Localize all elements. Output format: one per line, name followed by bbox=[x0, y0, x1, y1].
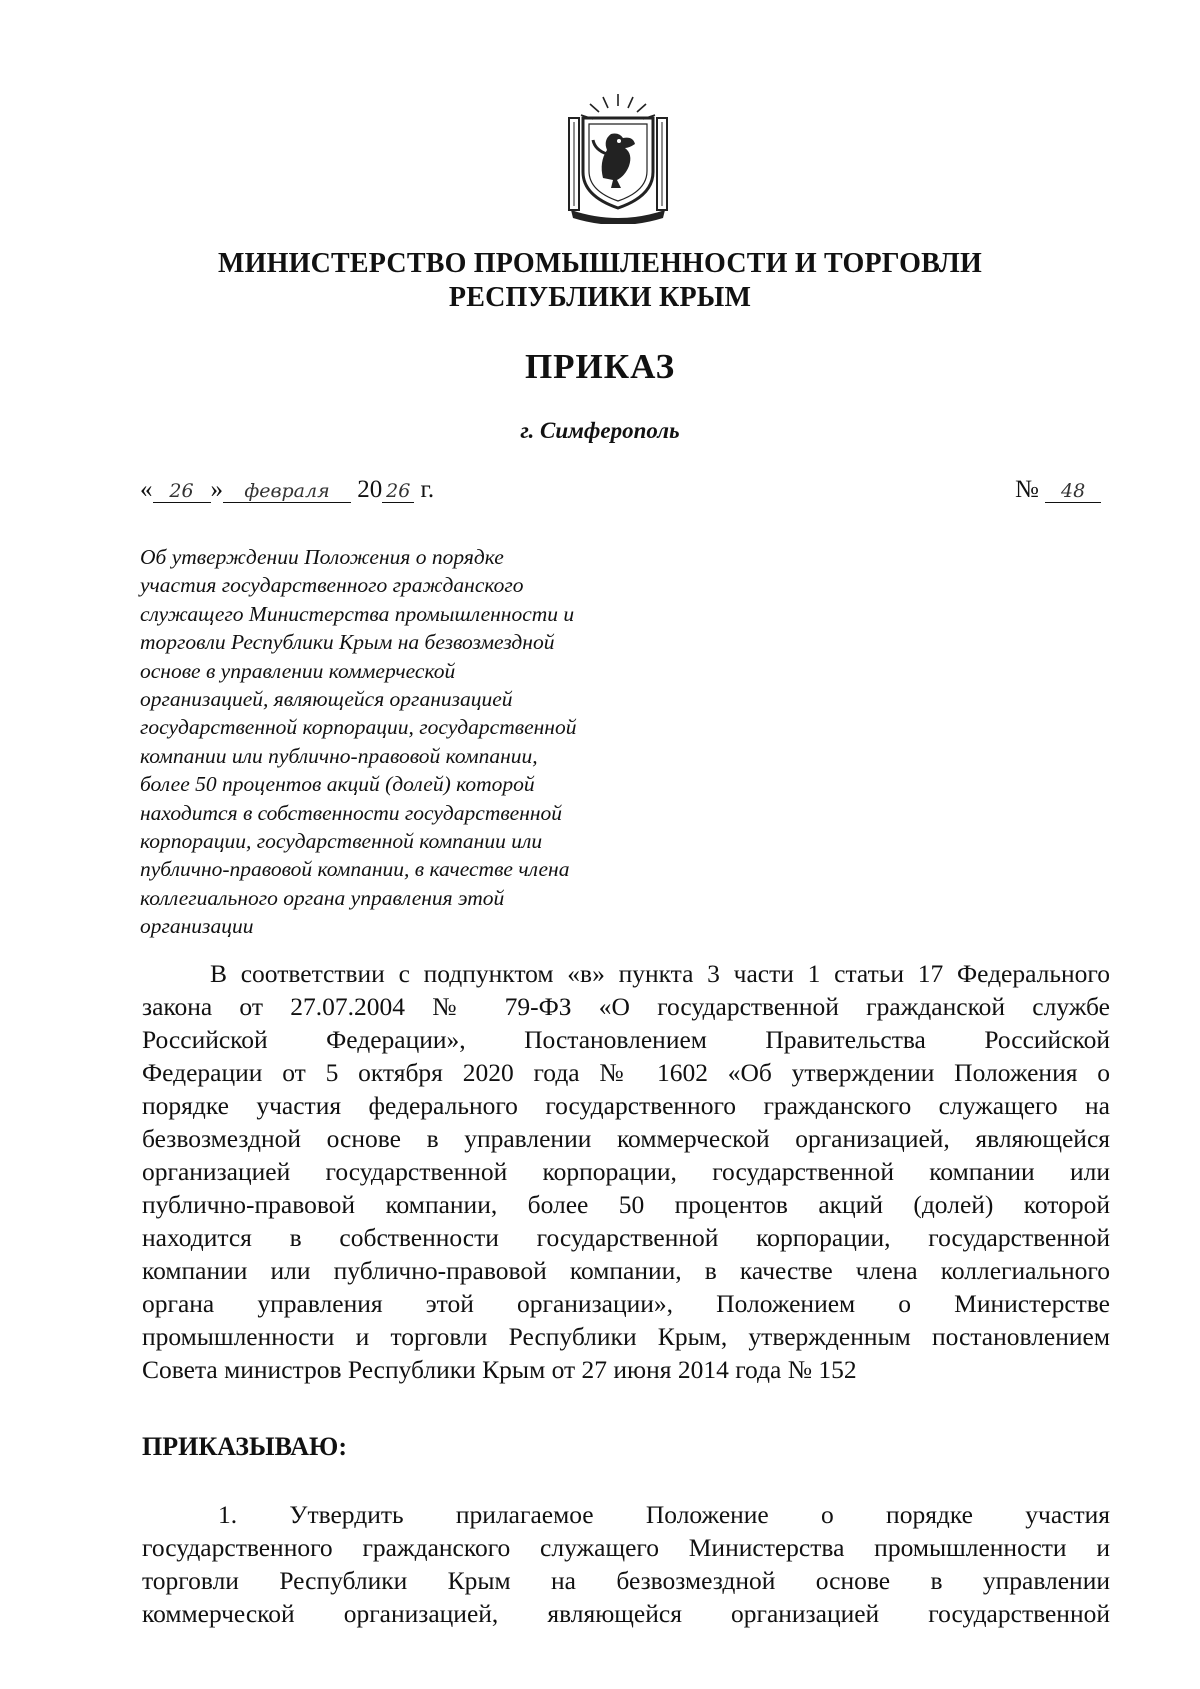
preamble-line: порядке участия федерального государственного гражданского служащего на bbox=[142, 1091, 1110, 1120]
preamble-line: безвозмездной основе в управлении коммерческой организацией, являющейся bbox=[142, 1124, 1110, 1153]
preamble-line: Совета министров Республики Крым от 27 июня 2014 года № 152 bbox=[142, 1355, 857, 1384]
order-number bbox=[1015, 476, 1101, 504]
preamble-line: Федерации от 5 октября 2020 года № 1602 «Об утверждении Положения о bbox=[142, 1058, 1110, 1087]
preamble-line: Российской Федерации», Постановлением Правительства Российской bbox=[142, 1025, 1110, 1054]
subject-line: участия государственного гражданского bbox=[140, 573, 524, 598]
subject-line: корпорации, государственной компании или bbox=[140, 829, 543, 854]
subject-line: торговли Республики Крым на безвозмездной bbox=[140, 630, 555, 655]
preamble-line: В соответствии с подпунктом «в» пункта 3 части 1 статьи 17 Федерального bbox=[210, 959, 1110, 988]
subject-line: находится в собственности государственной bbox=[140, 800, 563, 825]
subject-line: организацией, являющейся организацией bbox=[140, 687, 513, 712]
coat-of-arms-emblem bbox=[563, 92, 673, 224]
item-line: 1. Утвердить прилагаемое Положение о порядке участия bbox=[218, 1500, 1110, 1529]
preamble-line: организацией государственной корпорации, государственной компании или bbox=[142, 1157, 1110, 1186]
preamble-line: органа управления этой организации», Положением о Министерстве bbox=[142, 1289, 1110, 1318]
preamble-line: закона от 27.07.2004 № 79-ФЗ «О государственной гражданской службе bbox=[142, 992, 1110, 1021]
subject-line: государственной корпорации, государственной bbox=[140, 715, 577, 740]
subject-line: Об утверждении Положения о порядке bbox=[140, 545, 504, 569]
date-year-mark: г. bbox=[420, 476, 435, 503]
subject-line: компании или публично-правовой компании, bbox=[140, 743, 538, 768]
preamble-line: публично-правовой компании, более 50 процентов акций (долей) которой bbox=[142, 1190, 1110, 1219]
date-close-quote: » bbox=[210, 476, 223, 503]
date-open-quote: « bbox=[140, 476, 153, 503]
item-line: государственного гражданского служащего Министерства промышленности и bbox=[142, 1533, 1110, 1562]
subject-line: коллегиального органа управления этой bbox=[140, 885, 505, 910]
subject-line: публично-правовой компании, в качестве члена bbox=[140, 857, 570, 882]
item-line: торговли Республики Крым на безвозмездной основе в управлении bbox=[142, 1566, 1110, 1595]
order-date bbox=[140, 476, 434, 504]
date-year-suffix: 26 bbox=[382, 480, 414, 503]
preamble-paragraph bbox=[142, 957, 1110, 1386]
subject-line: основе в управлении коммерческой bbox=[140, 658, 456, 683]
subject-line: более 50 процентов акций (долей) которой bbox=[140, 772, 535, 797]
order-subject bbox=[140, 543, 660, 941]
preamble-line: находится в собственности государственной корпорации, государственной bbox=[142, 1223, 1110, 1252]
preamble-line: промышленности и торговли Республики Крым, утвержденным постановлением bbox=[142, 1322, 1110, 1351]
date-day: 26 bbox=[153, 480, 211, 503]
preamble-line: компании или публично-правовой компании, в качестве члена коллегиального bbox=[142, 1256, 1110, 1285]
date-month: февраля bbox=[223, 480, 351, 503]
order-directive-heading: ПРИКАЗЫВАЮ: bbox=[142, 1432, 347, 1461]
date-year-prefix: 20 bbox=[357, 476, 383, 503]
city-name: г. Симферополь bbox=[520, 418, 680, 443]
number-value: 48 bbox=[1045, 480, 1101, 503]
subject-line: организации bbox=[140, 914, 254, 939]
ministry-name-line1: МИНИСТЕРСТВО ПРОМЫШЛЕННОСТИ И ТОРГОВЛИ bbox=[218, 248, 982, 279]
number-label: № bbox=[1015, 476, 1039, 503]
subject-line: служащего Министерства промышленности и bbox=[140, 601, 575, 626]
order-item-1 bbox=[142, 1498, 1110, 1630]
item-line: коммерческой организацией, являющейся организацией государственной bbox=[142, 1599, 1110, 1628]
document-type-title: ПРИКАЗ bbox=[524, 347, 676, 386]
ministry-name-line2: РЕСПУБЛИКИ КРЫМ bbox=[448, 282, 752, 313]
